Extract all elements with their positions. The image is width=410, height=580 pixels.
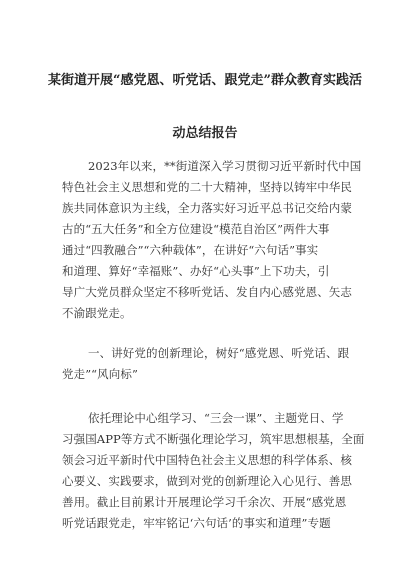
paragraph-line: 不渝跟党走。 xyxy=(62,306,132,320)
document-title-line-2: 动总结报告 xyxy=(172,126,238,141)
heading-line: 党走”“风向标” xyxy=(62,367,138,381)
paragraph-line: 导广大党员群众坚定不移听党话、发自内心感党恩、矢志 xyxy=(62,285,352,299)
paragraph-line: 和道理、算好“幸福账”、办好“心头事”上下功夫，引 xyxy=(62,264,330,278)
paragraph-line: 善用。截止目前累计开展理论学习千余次、开展“感党恩 xyxy=(62,495,347,509)
paragraph-line: 依托理论中心组学习、“三会一课”、主题党日、学 xyxy=(88,411,344,425)
paragraph-line: 心要义、实践要求，做到对党的创新理论入心见行、善思 xyxy=(62,474,352,488)
paragraph-line: 特色社会主义思想和党的二十大精神，坚持以铸牢中华民 xyxy=(62,180,352,194)
section-heading-1 xyxy=(62,343,368,385)
paragraph-line: 领会习近平新时代中国特色社会主义思想的科学体系、核 xyxy=(62,453,352,467)
paragraph-line: 族共同体意识为主线，全力落实好习近平总书记交给内蒙 xyxy=(62,201,352,215)
paragraph-intro xyxy=(62,156,368,324)
paragraph-line: 古的“五大任务”和全方位建设“模范自治区”两件大事 xyxy=(62,222,330,236)
heading-line: 一、讲好党的创新理论，树好“感党恩、听党话、跟 xyxy=(88,346,350,360)
paragraph-line: 听党话跟党走，牢牢铭记‘六句话’的事实和道理”专题 xyxy=(62,516,331,530)
paragraph-section-1-body xyxy=(62,408,368,534)
paragraph-line: 通过“四教融合”“六种载体”，在讲好“六句话”事实 xyxy=(62,243,319,257)
paragraph-line: 2023年以来，**街道深入学习贯彻习近平新时代中国 xyxy=(88,159,362,173)
paragraph-line: 习强国APP等方式不断强化理论学习，筑牢思想根基，全面 xyxy=(62,432,365,446)
document-title-line-1: 某街道开展“感党恩、听党话、跟党走”群众教育实践活 xyxy=(48,73,362,88)
